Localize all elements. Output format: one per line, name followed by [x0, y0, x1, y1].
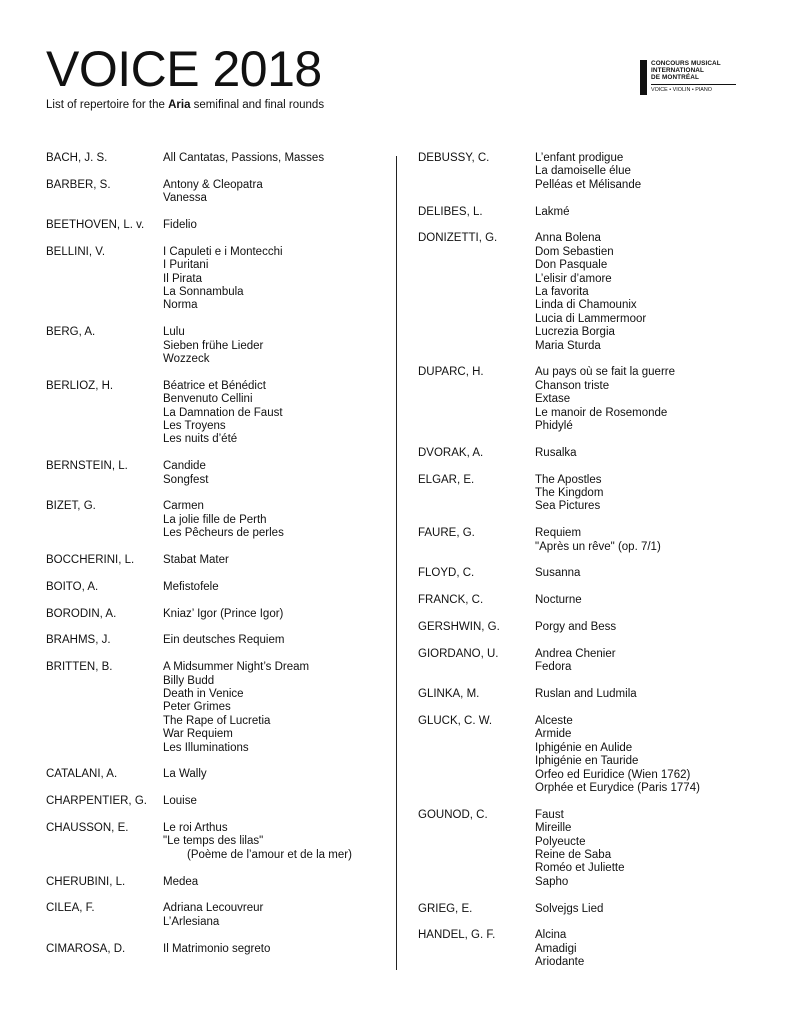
work-title: Adriana Lecouvreur [163, 902, 264, 915]
composer-name: BARBER, S. [46, 178, 111, 191]
repertoire-entry [46, 581, 376, 594]
works-list [535, 688, 748, 701]
composer-name: BOITO, A. [46, 580, 99, 593]
work-title: Benvenuto Cellini [163, 393, 253, 406]
composer-name: HANDEL, G. F. [418, 929, 496, 942]
repertoire-entry [46, 554, 376, 567]
work-title: Ein deutsches Requiem [163, 634, 285, 647]
works-list [535, 206, 748, 219]
works-list [163, 822, 376, 862]
page-title: VOICE 2018 [46, 41, 322, 97]
work-title: Peter Grimes [163, 701, 231, 714]
work-title: Roméo et Juliette [535, 862, 625, 875]
repertoire-entry [418, 715, 748, 795]
work-title: Orfeo ed Euridice (Wien 1762) [535, 768, 691, 781]
work-title: Lucrezia Borgia [535, 326, 615, 339]
work-title: L’enfant prodigue [535, 152, 624, 164]
work-title: Billy Budd [163, 674, 215, 687]
works-list [535, 527, 748, 554]
work-title: War Requiem [163, 728, 233, 741]
works-list [163, 795, 376, 808]
work-title: Solvejgs Lied [535, 902, 604, 915]
works-list [163, 219, 376, 232]
work-title: Ariodante [535, 956, 585, 969]
work-title: Stabat Mater [163, 554, 229, 567]
work-title: Au pays où se fait la guerre [535, 366, 675, 379]
repertoire-entry [46, 380, 376, 447]
repertoire-entry [418, 688, 748, 701]
composer-name: BIZET, G. [46, 500, 96, 513]
works-list [535, 474, 748, 514]
work-title: Kniaz’ Igor (Prince Igor) [163, 607, 284, 620]
works-list [163, 554, 376, 567]
work-title: Amadigi [535, 942, 577, 955]
work-title: Les Pêcheurs de perles [163, 527, 284, 540]
works-list [535, 594, 748, 607]
repertoire-entry [418, 152, 748, 192]
repertoire-entry [418, 648, 748, 675]
work-title: Lucia di Lammermoor [535, 312, 647, 325]
work-title: The Kingdom [535, 487, 604, 500]
works-list [163, 902, 376, 929]
logo-bar-icon [640, 60, 647, 95]
work-title: L’elisir d’amore [535, 272, 612, 285]
works-list [535, 929, 748, 969]
composer-name: GERSHWIN, G. [418, 621, 500, 634]
work-title: Alcina [535, 929, 567, 942]
work-title: Maria Sturda [535, 339, 601, 352]
work-title: Phidylé [535, 420, 573, 433]
logo-line-1: CONCOURS MUSICAL [651, 60, 721, 67]
composer-name: GLINKA, M. [418, 688, 480, 701]
works-list [163, 581, 376, 594]
composer-name: DEBUSSY, C. [418, 152, 490, 164]
work-title: Vanessa [163, 192, 207, 205]
works-list [163, 661, 376, 755]
repertoire-column-right [418, 152, 748, 983]
work-title: Requiem [535, 527, 582, 540]
works-list [535, 903, 748, 916]
work-title: Nocturne [535, 594, 582, 607]
repertoire-entry [418, 929, 748, 969]
work-title: Fidelio [163, 219, 197, 231]
column-divider [396, 156, 397, 970]
work-title: Mefistofele [163, 580, 219, 593]
work-title: Chanson triste [535, 379, 610, 392]
work-title: (Poème de l’amour et de la mer) [187, 848, 352, 861]
work-title: Orphée et Eurydice (Paris 1774) [535, 781, 700, 794]
composer-name: GLUCK, C. W. [418, 714, 493, 727]
composer-name: DVORAK, A. [418, 446, 484, 459]
work-title: Pelléas et Mélisande [535, 178, 642, 191]
logo-line-3: DE MONTRÉAL [651, 74, 699, 81]
repertoire-entry [418, 447, 748, 460]
repertoire-entry [418, 527, 748, 554]
repertoire-entry [46, 822, 376, 862]
repertoire-entry [418, 809, 748, 889]
works-list [163, 876, 376, 889]
composer-name: BRAHMS, J. [46, 634, 111, 647]
work-title: Polyeucte [535, 835, 586, 848]
repertoire-entry [46, 179, 376, 206]
works-list [163, 380, 376, 447]
composer-name: BERNSTEIN, L. [46, 460, 128, 473]
work-title: Sea Pictures [535, 500, 601, 513]
work-title: Ruslan and Ludmila [535, 688, 637, 701]
works-list [163, 460, 376, 487]
work-title: Andrea Chenier [535, 647, 616, 660]
work-title: Fedora [535, 661, 572, 674]
repertoire-entry [46, 902, 376, 929]
works-list [163, 768, 376, 781]
work-title: I Puritani [163, 259, 209, 272]
work-title: Sapho [535, 875, 569, 888]
composer-name: BERLIOZ, H. [46, 379, 114, 392]
work-title: Anna Bolena [535, 232, 601, 245]
work-title: Norma [163, 299, 198, 312]
works-list [163, 246, 376, 313]
work-title: Songfest [163, 473, 209, 486]
work-title: All Cantatas, Passions, Masses [163, 152, 325, 164]
repertoire-entry [46, 876, 376, 889]
work-title: I Capuleti e i Montecchi [163, 245, 283, 258]
work-title: "Le temps des lilas" [163, 835, 264, 848]
works-list [163, 152, 376, 165]
repertoire-entry [46, 219, 376, 232]
works-list [163, 326, 376, 366]
repertoire-entry [46, 500, 376, 540]
repertoire-column-left [46, 152, 376, 969]
composer-name: DUPARC, H. [418, 366, 484, 379]
composer-name: BELLINI, V. [46, 245, 106, 258]
repertoire-entry [46, 608, 376, 621]
work-title: La jolie fille de Perth [163, 513, 267, 526]
work-title: Rusalka [535, 446, 577, 459]
work-title: La Sonnambula [163, 286, 244, 299]
repertoire-entry [46, 326, 376, 366]
repertoire-entry [46, 795, 376, 808]
work-title: The Rape of Lucretia [163, 714, 271, 727]
works-list [163, 608, 376, 621]
work-title: Wozzeck [163, 353, 210, 366]
work-title: Reine de Saba [535, 848, 612, 861]
repertoire-entry [46, 634, 376, 647]
repertoire-entry [46, 460, 376, 487]
work-title: Mireille [535, 822, 572, 835]
works-list [535, 567, 748, 580]
works-list [535, 715, 748, 795]
work-title: Extase [535, 393, 571, 406]
work-title: Linda di Chamounix [535, 299, 637, 312]
subtitle-round-name: Aria [168, 99, 191, 111]
work-title: Lulu [163, 326, 185, 339]
composer-name: BERG, A. [46, 326, 96, 339]
work-title: Sieben frühe Lieder [163, 339, 264, 352]
composer-name: BEETHOVEN, L. v. [46, 219, 145, 231]
repertoire-entry [46, 661, 376, 755]
work-title: La Damnation de Faust [163, 406, 283, 419]
works-list [535, 366, 748, 433]
work-title: Dom Sebastien [535, 245, 614, 258]
work-title: L’Arlesiana [163, 915, 220, 928]
work-title: Don Pasquale [535, 259, 608, 272]
composer-name: BOCCHERINI, L. [46, 554, 135, 567]
composer-name: CILEA, F. [46, 902, 95, 915]
repertoire-entry [418, 594, 748, 607]
work-title: Le roi Arthus [163, 822, 228, 835]
work-title: Béatrice et Bénédict [163, 379, 266, 392]
work-title: Les Troyens [163, 420, 226, 433]
subtitle-suffix: semifinal and final rounds [190, 99, 325, 111]
composer-name: ELGAR, E. [418, 473, 475, 486]
composer-name: CIMAROSA, D. [46, 942, 126, 955]
repertoire-entry [418, 366, 748, 433]
work-title: Porgy and Bess [535, 621, 617, 634]
subtitle-prefix: List of repertoire for the [46, 99, 169, 111]
works-list [535, 809, 748, 889]
work-title: Antony & Cleopatra [163, 178, 263, 191]
work-title: Armide [535, 728, 572, 741]
logo-line-2: INTERNATIONAL [651, 67, 705, 74]
composer-name: GOUNOD, C. [418, 808, 488, 821]
composer-name: FLOYD, C. [418, 567, 475, 580]
composer-name: FRANCK, C. [418, 594, 484, 607]
repertoire-entry [418, 206, 748, 219]
works-list [535, 621, 748, 634]
work-title: Il Matrimonio segreto [163, 942, 271, 955]
work-title: Faust [535, 808, 564, 821]
repertoire-entry [46, 943, 376, 956]
work-title: Les Illuminations [163, 741, 249, 754]
works-list [163, 500, 376, 540]
composer-name: DELIBES, L. [418, 205, 483, 218]
work-title: Lakmé [535, 205, 570, 218]
works-list [535, 447, 748, 460]
logo-tagline: VOICE • VIOLIN • PIANO [651, 87, 712, 93]
composer-name: GRIEG, E. [418, 902, 473, 915]
composer-name: CHAUSSON, E. [46, 822, 129, 835]
works-list [535, 648, 748, 675]
work-title: La damoiselle élue [535, 165, 631, 178]
composer-name: CATALANI, A. [46, 768, 118, 781]
repertoire-entry [418, 567, 748, 580]
work-title: Les nuits d’été [163, 433, 238, 446]
work-title: Iphigénie en Tauride [535, 755, 639, 768]
composer-name: CHERUBINI, L. [46, 875, 126, 888]
work-title: The Apostles [535, 473, 602, 486]
work-title: Medea [163, 875, 199, 888]
work-title: Death in Venice [163, 688, 244, 701]
work-title: Il Pirata [163, 272, 202, 285]
composer-name: BRITTEN, B. [46, 661, 113, 674]
works-list [163, 179, 376, 206]
competition-logo [640, 60, 736, 96]
repertoire-entry [418, 903, 748, 916]
repertoire-entry [418, 621, 748, 634]
work-title: Susanna [535, 567, 581, 580]
repertoire-entry [46, 246, 376, 313]
work-title: La Wally [163, 768, 207, 781]
work-title: Le manoir de Rosemonde [535, 406, 668, 419]
composer-name: DONIZETTI, G. [418, 232, 498, 245]
composer-name: BACH, J. S. [46, 152, 108, 164]
works-list [163, 943, 376, 956]
work-title: Alceste [535, 714, 573, 727]
page-subtitle [46, 99, 324, 111]
works-list [163, 634, 376, 647]
composer-name: GIORDANO, U. [418, 647, 499, 660]
work-title: La favorita [535, 286, 589, 299]
work-title: "Après un rêve" (op. 7/1) [535, 540, 661, 553]
composer-name: CHARPENTIER, G. [46, 795, 147, 808]
composer-name: BORODIN, A. [46, 607, 117, 620]
repertoire-entry [46, 152, 376, 165]
work-title: Candide [163, 460, 206, 473]
work-title: Louise [163, 795, 197, 808]
works-list [535, 152, 748, 192]
repertoire-entry [418, 474, 748, 514]
work-title: A Midsummer Night’s Dream [163, 661, 310, 674]
repertoire-entry [46, 768, 376, 781]
work-title: Iphigénie en Aulide [535, 741, 633, 754]
works-list [535, 232, 748, 353]
repertoire-entry [418, 232, 748, 353]
work-title: Carmen [163, 500, 204, 513]
composer-name: FAURE, G. [418, 527, 475, 540]
logo-divider [651, 84, 736, 85]
